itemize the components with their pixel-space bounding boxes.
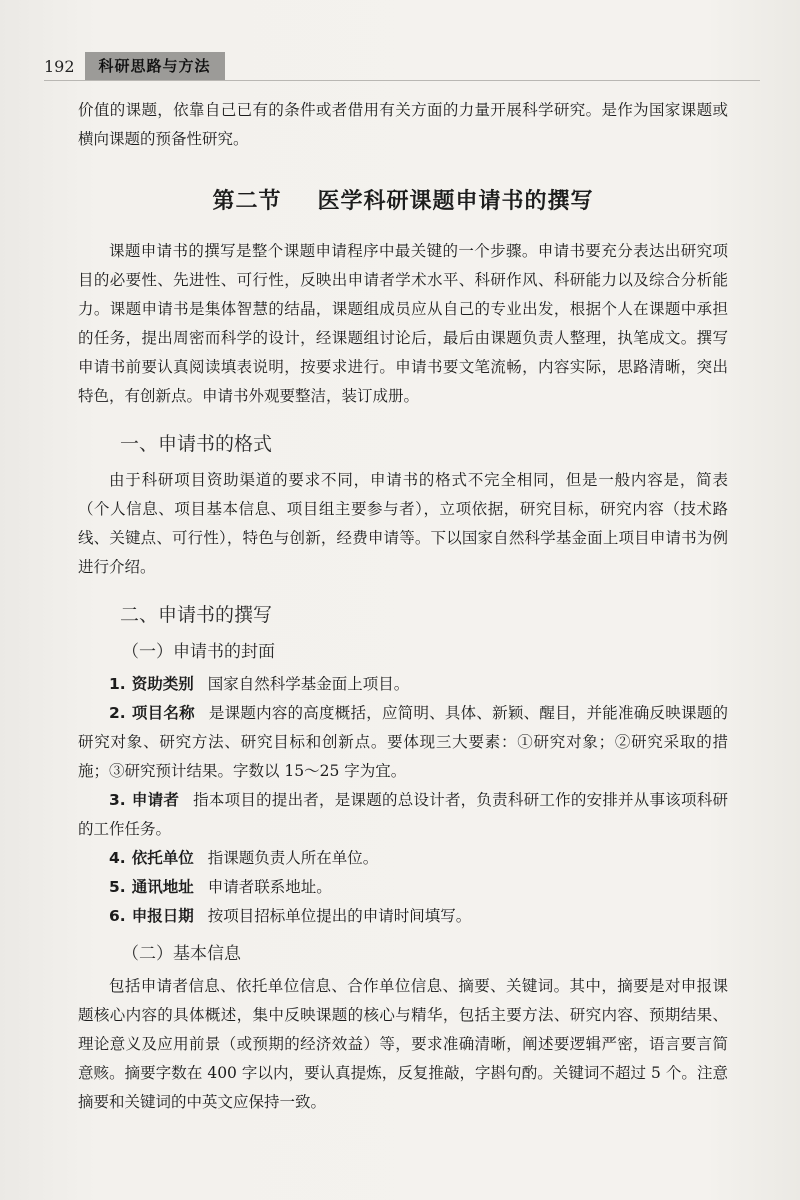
item-text: 按项目招标单位提出的申请时间填写。 <box>207 907 472 925</box>
item-text: 指本项目的提出者，是课题的总设计者，负责科研工作的安排并从事该项科研的工作任务。 <box>78 791 728 838</box>
item-number: 6. <box>109 907 126 925</box>
section-heading: 医学科研课题申请书的撰写 <box>317 188 594 214</box>
list-item <box>78 786 728 844</box>
item-term: 通讯地址 <box>131 878 194 896</box>
item-text: 申请者联系地址。 <box>207 878 332 896</box>
list-item <box>78 902 728 931</box>
format-paragraph: 由于科研项目资助渠道的要求不同，申请书的格式不完全相同，但是一般内容是，简表（个人信息、项目基本信息、项目组主要参与者），立项依据，研究目标，研究内容（技术路线、关键点、可行性），特色与创新，经费申请等。下以国家自然科学基金面上项目申请书为例进行介绍。 <box>78 471 728 576</box>
cover-item-list <box>78 670 728 931</box>
section-title <box>78 184 728 215</box>
item-text: 指课题负责人所在单位。 <box>207 849 379 867</box>
item-term: 项目名称 <box>131 704 195 722</box>
item-term: 申请者 <box>131 791 180 809</box>
list-item <box>78 699 728 786</box>
list-item <box>78 670 728 699</box>
subheading-cover: （一）申请书的封面 <box>122 642 275 662</box>
header-divider <box>44 80 760 81</box>
section-number: 第二节 <box>212 188 282 214</box>
item-number: 2. <box>109 704 126 722</box>
item-text: 国家自然科学基金面上项目。 <box>207 675 410 693</box>
heading-writing: 二、申请书的撰写 <box>120 604 273 626</box>
item-term: 依托单位 <box>131 849 194 867</box>
item-number: 3. <box>109 791 126 809</box>
intro-paragraph: 价值的课题，依靠自己已有的条件或者借用有关方面的力量开展科学研究。是作为国家课题或横向课题的预备性研究。 <box>78 101 728 148</box>
subheading-basic-info: （二）基本信息 <box>122 944 241 964</box>
heading-format: 一、申请书的格式 <box>120 433 273 455</box>
list-item <box>78 844 728 873</box>
item-number: 4. <box>109 849 126 867</box>
item-number: 1. <box>109 675 126 693</box>
running-title: 科研思路与方法 <box>85 52 225 80</box>
section-paragraph: 课题申请书的撰写是整个课题申请程序中最关键的一个步骤。申请书要充分表达出研究项目的必要性、先进性、可行性，反映出申请者学术水平、科研作风、科研能力以及综合分析能力。课题申请书是集体智慧的结晶，课题组成员应从自己的专业出发，根据个人在课题中承担的任务，提出周密而科学的设计，经课题组讨论后，最后由课题负责人整理，执笔成文。撰写申请书前要认真阅读填表说明，按要求进行。申请书要文笔流畅，内容实际，思路清晰，突出特色，有创新点。申请书外观要整洁，装订成册。 <box>78 242 728 405</box>
item-number: 5. <box>109 878 126 896</box>
page-body <box>78 96 728 1117</box>
basic-info-paragraph: 包括申请者信息、依托单位信息、合作单位信息、摘要、关键词。其中，摘要是对申报课题核心内容的具体概述，集中反映课题的核心与精华，包括主要方法、研究内容、预期结果、理论意义及应用前景（或预期的经济效益）等，要求准确清晰，阐述要逻辑严密，语言要言简意赅。摘要字数在 400 字以内，要认真提炼，反复推敲，字斟句酌。关键词不超过 5 个。注意摘要和关键词的中英文应保持一致。 <box>78 977 728 1111</box>
page-number: 192 <box>44 56 75 76</box>
page-header <box>44 52 225 80</box>
item-term: 申报日期 <box>131 907 194 925</box>
list-item <box>78 873 728 902</box>
item-term: 资助类别 <box>131 675 194 693</box>
item-text: 是课题内容的高度概括，应简明、具体、新颖、醒目，并能准确反映课题的研究对象、研究方法、研究目标和创新点。要体现三大要素：①研究对象；②研究采取的措施；③研究预计结果。字数以 15～25 字为宜。 <box>78 704 728 780</box>
